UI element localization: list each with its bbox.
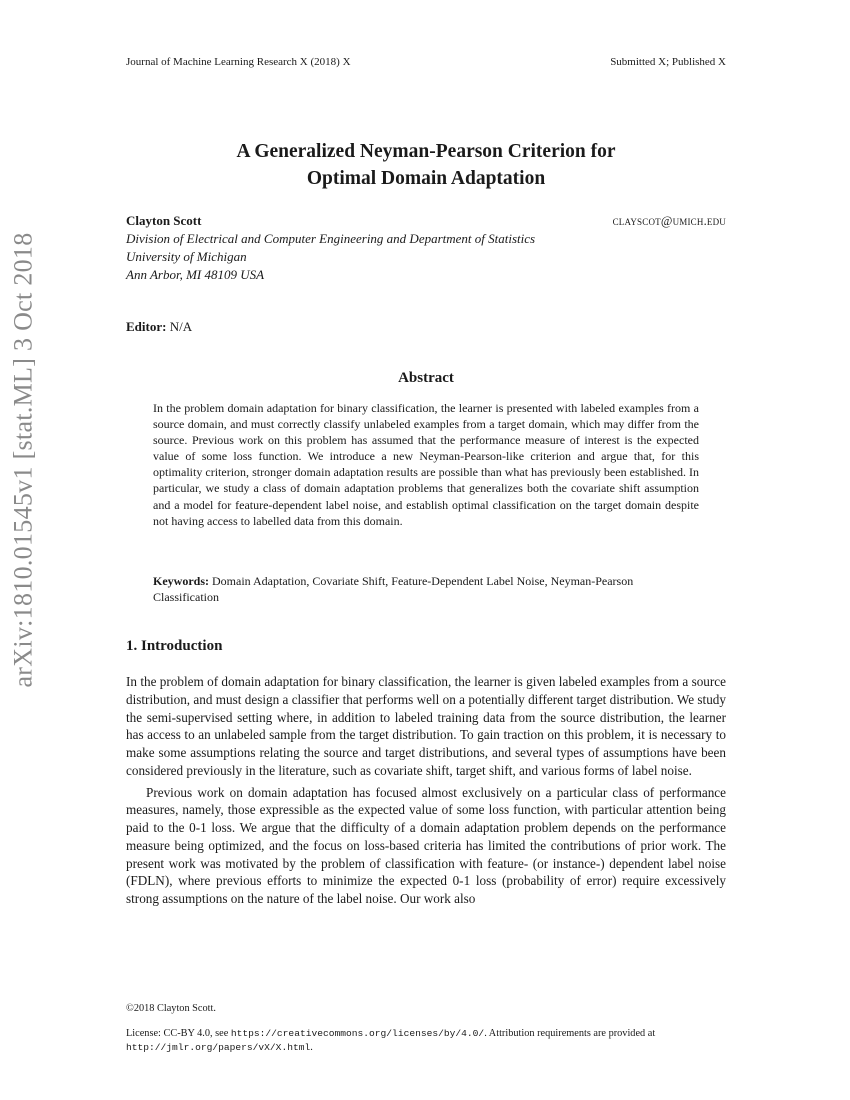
affiliation-address: Ann Arbor, MI 48109 USA [126, 267, 265, 282]
arxiv-stamp [4, 232, 44, 688]
section-heading-introduction: 1. Introduction [126, 638, 223, 654]
editor-label: Editor: [126, 319, 167, 334]
title-line-2: Optimal Domain Adaptation [306, 168, 546, 189]
keywords-value: Domain Adaptation, Covariate Shift, Feature-Dependent Label Noise, Neyman-Pearson Classification [153, 574, 634, 605]
license-mid: . Attribution requirements are provided at [484, 1028, 656, 1039]
affiliation-department: Division of Electrical and Computer Engineering and Department of Statistics [126, 231, 536, 246]
author-email[interactable]: clayscot@umich.edu [612, 214, 726, 228]
paragraph-1: In the problem of domain adaptation for binary classification, the learner is given labeled examples from a source distribution, and must design a classifier that performs well on a potentially different target distribution. We study the semi-supervised setting where, in addition to labeled training data from the source distribution, the learner has access to an unlabeled sample from the target distribution. To gain traction on this problem, it is necessary to make some assumptions relating the source and target distributions, and several types of assumptions have been considered previously in the literature, such as covariate shift, target shift, and various forms of label noise. [126, 674, 726, 778]
keywords-label: Keywords: [153, 574, 209, 588]
license-note [126, 1027, 726, 1055]
author-block [126, 212, 726, 284]
paragraph-2: Previous work on domain adaptation has focused almost exclusively on a particular class of performance measures, namely, those expressible as the expected value of some loss function, with particular attention being paid to the 0-1 loss. We argue that the difficulty of a domain adaptation problem depends on the performance measure being optimized, and the focus on loss-based criteria has limited the contributions of prior work. The present work was motivated by the problem of classification with feature- (or instance-) dependent label noise (FDLN), where previous efforts to minimize the expected 0-1 loss (probability of error) require excessively strong assumptions on the nature of the label noise. Our work also [126, 784, 726, 906]
abstract-text: In the problem domain adaptation for binary classification, the learner is presented with labeled examples from a source domain, and must correctly classify unlabeled examples from a target domain, which may differ from the source. Previous work on this problem has assumed that the performance measure of interest is the expected value of some loss function. We introduce a new Neyman-Pearson-like criterion and argue that, for this optimality criterion, stronger domain adaptation results are possible than what has previously been established. In particular, we study a class of domain adaptation problems that generalizes both the covariate shift assumption and a model for feature-dependent label noise, and establish optimal classification on the target domain despite not having access to labelled data from this domain. [153, 401, 699, 528]
title-line-1: A Generalized Neyman-Pearson Criterion for [236, 141, 616, 162]
abstract-heading: Abstract [398, 370, 454, 386]
editor-line [126, 319, 192, 335]
introduction-body [126, 673, 726, 908]
arxiv-stamp-text: arXiv:1810.01545v1 [stat.ML] 3 Oct 2018 [9, 232, 38, 688]
editor-value: N/A [169, 319, 193, 334]
journal-name: Journal of Machine Learning Research X (2018) X [126, 56, 351, 68]
footer [126, 1002, 726, 1055]
affiliation-university: University of Michigan [126, 249, 247, 264]
submission-info: Submitted X; Published X [610, 56, 726, 68]
running-head [126, 56, 726, 68]
license-end: . [310, 1042, 313, 1053]
author-name: Clayton Scott [126, 213, 202, 228]
author-line [126, 212, 726, 230]
paper-url-link[interactable]: http://jmlr.org/papers/vX/X.html [126, 1042, 311, 1053]
paper-title [126, 138, 726, 192]
license-prefix: License: CC-BY 4.0, see [126, 1028, 231, 1039]
keywords [153, 573, 699, 605]
license-url-link[interactable]: https://creativecommons.org/licenses/by/4.0/ [230, 1028, 485, 1039]
copyright: ©2018 Clayton Scott. [126, 1003, 216, 1014]
